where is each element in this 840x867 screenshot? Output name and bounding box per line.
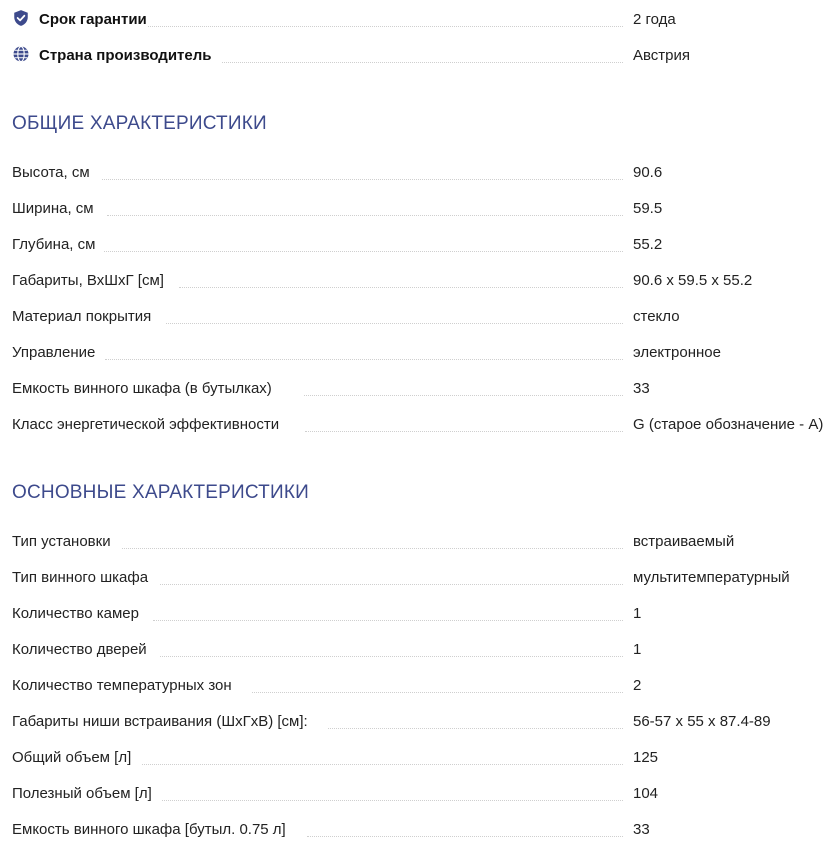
dotted-leader — [107, 215, 623, 216]
dotted-leader — [148, 26, 623, 27]
spec-label — [12, 2, 147, 38]
spec-label: Высота, см — [12, 164, 90, 181]
spec-label: Тип винного шкафа — [12, 569, 149, 586]
dotted-leader — [153, 620, 623, 621]
spec-row — [12, 263, 840, 299]
spec-value: 90.6 x 59.5 x 55.2 — [633, 272, 753, 289]
spec-row — [12, 407, 840, 443]
spec-value: 90.6 — [633, 164, 663, 181]
dotted-leader — [162, 800, 623, 801]
spec-label: Габариты, ВхШхГ [см] — [12, 272, 164, 289]
spec-value: стекло — [633, 308, 680, 325]
dotted-leader — [166, 323, 623, 324]
dotted-leader — [222, 62, 623, 63]
section-title-general: ОБЩИЕ ХАРАКТЕРИСТИКИ — [12, 113, 267, 134]
spec-label: Количество температурных зон — [12, 677, 232, 694]
dotted-leader — [102, 179, 623, 180]
dotted-leader — [105, 359, 623, 360]
spec-row — [12, 812, 840, 848]
spec-row — [12, 596, 840, 632]
dotted-leader — [160, 584, 623, 585]
spec-label: Полезный объем [л] — [12, 785, 152, 802]
spec-value: 33 — [633, 380, 650, 397]
spec-label: Тип установки — [12, 533, 111, 550]
spec-label-text: Срок гарантии — [39, 11, 147, 28]
spec-value: встраиваемый — [633, 533, 735, 550]
dotted-leader — [307, 836, 623, 837]
spec-row — [12, 560, 840, 596]
spec-row — [12, 668, 840, 704]
spec-row-warranty — [12, 2, 840, 38]
spec-label-text: Страна производитель — [39, 47, 212, 64]
spec-row — [12, 704, 840, 740]
dotted-leader — [328, 728, 623, 729]
spec-label: Количество камер — [12, 605, 139, 622]
dotted-leader — [252, 692, 623, 693]
dotted-leader — [304, 395, 623, 396]
globe-icon — [12, 45, 30, 63]
spec-value: 2 — [633, 677, 642, 694]
spec-label: Емкость винного шкафа (в бутылках) — [12, 380, 272, 397]
spec-label: Глубина, см — [12, 236, 96, 253]
spec-row — [12, 155, 840, 191]
spec-row — [12, 740, 840, 776]
spec-row — [12, 776, 840, 812]
dotted-leader — [104, 251, 623, 252]
spec-label: Ширина, см — [12, 200, 94, 217]
spec-value: мультитемпературный — [633, 569, 790, 586]
spec-value: 2 года — [633, 11, 676, 28]
spec-value: 1 — [633, 641, 642, 658]
spec-value: 1 — [633, 605, 642, 622]
dotted-leader — [142, 764, 623, 765]
spec-label: Емкость винного шкафа [бутыл. 0.75 л] — [12, 821, 286, 838]
spec-value: 59.5 — [633, 200, 663, 217]
spec-row — [12, 299, 840, 335]
spec-row — [12, 524, 840, 560]
dotted-leader — [122, 548, 623, 549]
spec-row — [12, 371, 840, 407]
spec-value: Австрия — [633, 47, 691, 64]
dotted-leader — [179, 287, 623, 288]
spec-value: электронное — [633, 344, 721, 361]
spec-row — [12, 191, 840, 227]
spec-value: 55.2 — [633, 236, 663, 253]
dotted-leader — [305, 431, 623, 432]
spec-row-country — [12, 38, 840, 74]
spec-value: 56-57 x 55 x 87.4-89 — [633, 713, 771, 730]
spec-label — [12, 38, 212, 74]
spec-value: G (старое обозначение - A) — [633, 416, 824, 433]
spec-label: Управление — [12, 344, 96, 361]
spec-row — [12, 335, 840, 371]
spec-row — [12, 632, 840, 668]
spec-label: Количество дверей — [12, 641, 147, 658]
spec-label: Класс энергетической эффективности — [12, 416, 280, 433]
section-title-main: ОСНОВНЫЕ ХАРАКТЕРИСТИКИ — [12, 482, 309, 503]
spec-value: 125 — [633, 749, 659, 766]
spec-label: Материал покрытия — [12, 308, 152, 325]
dotted-leader — [160, 656, 623, 657]
spec-row — [12, 227, 840, 263]
shield-check-icon — [12, 9, 30, 27]
spec-label: Габариты ниши встраивания (ШхГхВ) [см]: — [12, 713, 308, 730]
spec-value: 33 — [633, 821, 650, 838]
spec-label: Общий объем [л] — [12, 749, 132, 766]
spec-value: 104 — [633, 785, 659, 802]
